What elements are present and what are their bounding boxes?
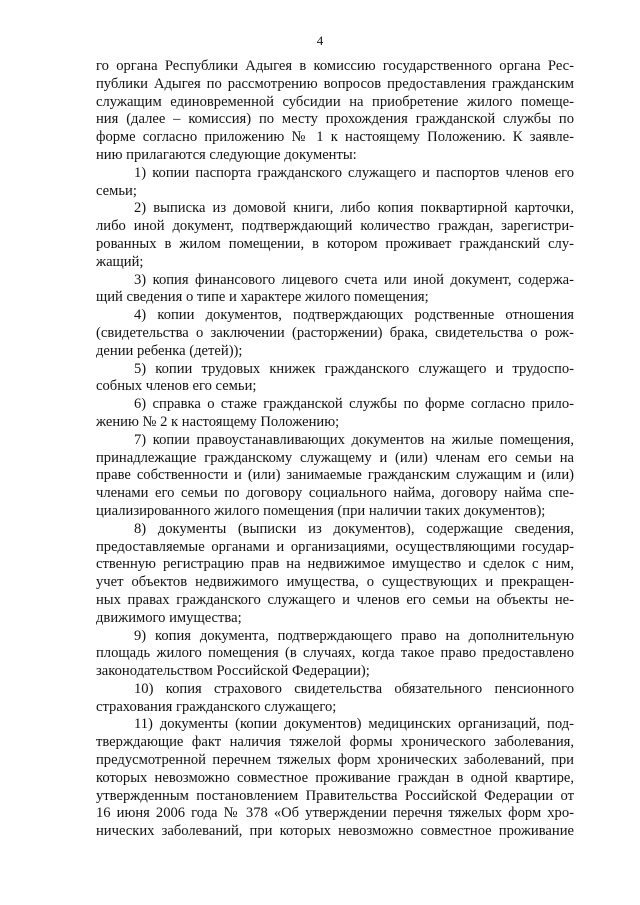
text-line: предоставляемые органами и организациями, осуществляющими государ- [96, 538, 574, 555]
text-line: 1) копии паспорта гражданского служащего и паспортов членов его [134, 164, 574, 181]
text-line: го органа Республики Адыгея в комиссию государственного органа Рес- [96, 58, 574, 74]
text-line: рованных в жилом помещении, в котором проживает гражданский слу- [96, 235, 574, 252]
text-line: публики Адыгея по рассмотрению вопросов предоставления гражданским [96, 75, 574, 92]
text-line: праве собственности и (или) занимаемые гражданским служащим и (или) [96, 467, 574, 484]
text-line: 7) копии правоустанавливающих документов на жилые помещения, [134, 431, 574, 448]
text-line: 11) документы (копии документов) медицинских организаций, под- [134, 716, 574, 733]
text-line: жению № 2 к настоящему Положению; [96, 413, 340, 430]
text-line: страхования гражданского служащего; [96, 698, 337, 715]
text-line: предусмотренной перечнем тяжелых форм хронических заболеваний, при [96, 752, 574, 769]
text-line: щий сведения о типе и характере жилого помещения; [96, 289, 429, 306]
text-line: утвержденным постановлением Правительства Российской Федерации от [96, 787, 574, 804]
text-line: семьи; [96, 182, 137, 199]
text-line: 5) копии трудовых книжек гражданского служащего и трудоспо- [134, 360, 574, 377]
text-line: либо иной документ, подтверждающий количество граждан, зарегистри- [96, 218, 574, 235]
page-number: 4 [316, 33, 324, 48]
text-line: 6) справка о стаже гражданской службы по форме согласно прило- [134, 396, 574, 413]
text-line: 4) копии документов, подтверждающих родственные отношения [134, 307, 574, 324]
text-line: 9) копия документа, подтверждающего право на дополнительную [134, 627, 574, 644]
text-line: 2) выписка из домовой книги, либо копия поквартирной карточки, [134, 200, 574, 217]
text-line: ния (далее – комиссия) по месту прохождения гражданской службы по [96, 111, 574, 128]
text-line: площадь жилого помещения (в случаях, когда такое право предоставлено [96, 645, 574, 662]
text-line: нию прилагаются следующие документы: [96, 146, 357, 163]
document-body [96, 58, 574, 841]
text-line: учет объектов недвижимого имущества, о существующих и прекращен- [96, 574, 574, 591]
text-line: (свидетельства о заключении (расторжении) брака, свидетельства о рож- [96, 324, 574, 341]
text-line: законодательством Российской Федерации); [96, 663, 370, 680]
text-line: 10) копия страхового свидетельства обязательного пенсионного [134, 680, 574, 697]
text-line: 8) документы (выписки из документов), содержащие сведения, [134, 520, 574, 537]
text-line: членами его семьи по договору социального найма, договору найма спе- [96, 485, 574, 502]
text-line: собных членов его семьи; [96, 378, 257, 395]
text-line: ственную регистрацию прав на недвижимое имущество и сделок с ним, [96, 556, 574, 573]
text-line: форме согласно приложению № 1 к настоящему Положению. К заявле- [96, 129, 574, 146]
text-line: нических заболеваний, при которых невозможно совместное проживание [96, 823, 574, 840]
text-line: принадлежащие гражданскому служащему и (или) членам его семьи на [96, 449, 574, 466]
text-line: которых невозможно совместное проживание граждан в одной квартире, [96, 769, 574, 786]
text-line: ных правах гражданского служащего и членов его семьи на объекты не- [96, 591, 574, 608]
text-line: тверждающие факт наличия тяжелой формы хронического заболевания, [96, 734, 574, 751]
text-line: 3) копия финансового лицевого счета или иной документ, содержа- [134, 271, 574, 288]
text-line: движимого имущества; [96, 609, 242, 626]
text-line: циализированного жилого помещения (при наличии таких документов); [96, 502, 546, 519]
text-line: дении ребенка (детей)); [96, 342, 243, 359]
text-line: жащий; [96, 253, 144, 270]
text-line: 16 июня 2006 года № 378 «Об утверждении перечня тяжелых форм хро- [96, 805, 574, 822]
text-line: служащим единовременной субсидии на приобретение жилого помеще- [96, 93, 574, 110]
